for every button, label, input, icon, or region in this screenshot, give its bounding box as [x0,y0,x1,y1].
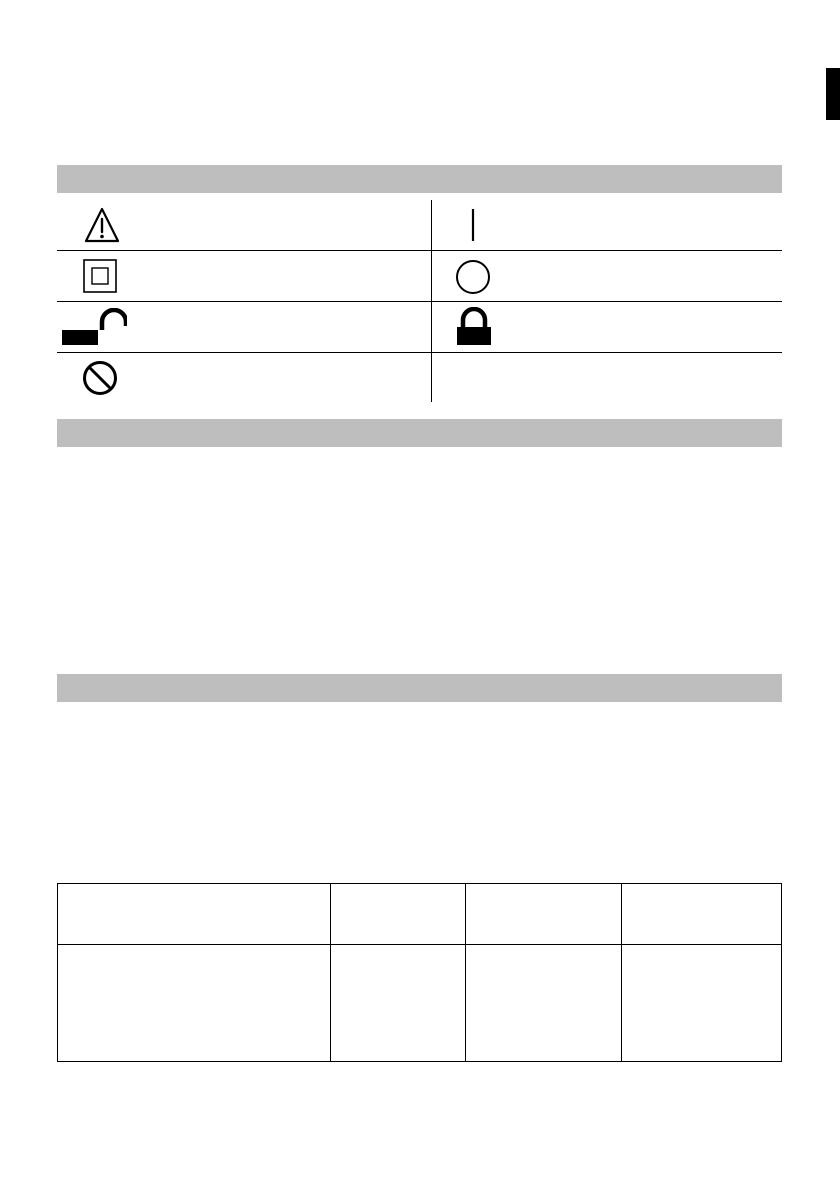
symbol-cell [432,302,792,352]
symbol-cell [432,200,792,250]
table-header-cell [331,884,465,944]
symbol-cell [57,200,417,250]
warning-triangle-icon [84,206,120,244]
section-header-bar-2 [57,419,782,447]
table-cell [58,945,330,1061]
table-row [58,945,781,1061]
symbols-grid [57,200,782,402]
language-marker-tab [826,68,840,120]
section-header-bar-1 [57,165,782,193]
table-cell [331,945,465,1061]
symbol-cell [57,302,417,352]
double-insulation-square-icon [83,259,117,293]
table-cell [622,945,781,1061]
section-header-bar-3 [57,674,782,702]
table-header-cell [466,884,621,944]
symbol-cell [57,251,417,301]
table-column-divider [330,884,331,1061]
symbol-cell-empty [432,353,792,403]
unlocked-padlock-icon [61,308,127,346]
locked-padlock-icon [455,307,493,347]
power-off-circle-icon [455,259,491,295]
symbol-row [57,200,782,251]
table-column-divider [621,884,622,1061]
table-header-cell [58,884,330,944]
symbol-row [57,353,782,403]
symbol-cell [57,353,417,403]
symbol-cell [432,251,792,301]
table-header-row [58,884,781,945]
table-column-divider [465,884,466,1061]
table-cell [466,945,621,1061]
prohibition-circle-icon [82,360,118,396]
table-header-cell [622,884,781,944]
symbol-row [57,302,782,353]
symbol-row [57,251,782,302]
data-table [57,883,782,1062]
power-on-line-icon [470,208,476,242]
